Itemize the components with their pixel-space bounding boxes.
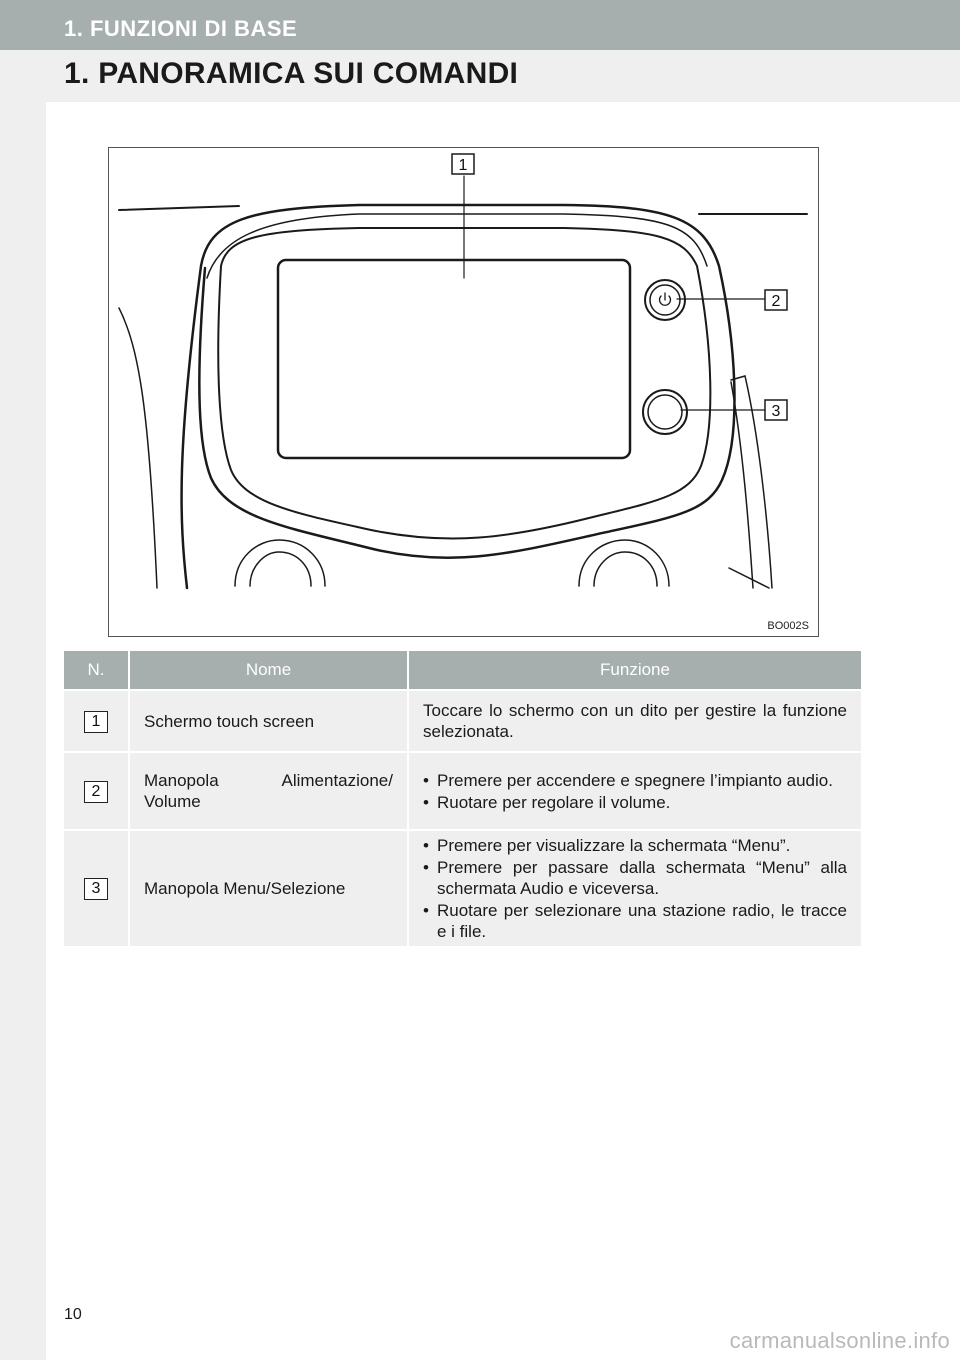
- watermark: carmanualsonline.info: [729, 1328, 950, 1353]
- number-box: 3: [84, 878, 108, 900]
- table-row: [64, 690, 861, 752]
- controls-table: [64, 651, 861, 946]
- row-number-cell: [64, 752, 129, 830]
- dashboard-illustration: [108, 147, 819, 637]
- header-name: Nome: [129, 651, 408, 690]
- table-row: [64, 830, 861, 946]
- section-header-bar: [0, 0, 960, 50]
- bullet-item: • Ruotare per selezionare una stazione radio, le tracce e i file.: [423, 900, 847, 942]
- callout-labels: [452, 154, 787, 420]
- figure-code: BO002S: [767, 620, 809, 632]
- row-number-cell: [64, 690, 129, 752]
- callout-3: 3: [771, 403, 781, 420]
- page-title: 1. PANORAMICA SUI COMANDI: [64, 57, 519, 90]
- bullet-item: • Premere per passare dalla schermata “Menu” alla schermata Audio e viceversa.: [423, 857, 847, 899]
- function-bullets: [423, 835, 847, 942]
- bullet-item: • Premere per accendere e spegnere l’impianto audio.: [423, 770, 847, 791]
- page-number: 10: [64, 1306, 82, 1323]
- row-function: [408, 752, 861, 830]
- header-function: Funzione: [408, 651, 861, 690]
- header-number: N.: [64, 651, 129, 690]
- bullet-item: • Ruotare per regolare il volume.: [423, 792, 847, 813]
- row-name: Schermo touch screen: [129, 690, 408, 752]
- callout-2: 2: [771, 293, 781, 310]
- row-name: Manopola Menu/Selezione: [129, 830, 408, 946]
- bullet-item: • Premere per visualizzare la schermata “Menu”.: [423, 835, 847, 856]
- table-header-row: [64, 651, 861, 690]
- callout-1: 1: [458, 157, 468, 174]
- dashboard-drawing: [109, 148, 820, 638]
- number-box: 1: [84, 711, 108, 733]
- table-row: [64, 752, 861, 830]
- number-box: 2: [84, 781, 108, 803]
- left-margin-band: [0, 0, 46, 1360]
- row-function: Toccare lo schermo con un dito per gestire la funzione selezionata.: [408, 690, 861, 752]
- row-number-cell: [64, 830, 129, 946]
- section-title: 1. FUNZIONI DI BASE: [64, 16, 298, 41]
- function-bullets: [423, 770, 847, 813]
- row-name: Manopola Alimentazione/ Volume: [129, 752, 408, 830]
- row-function: [408, 830, 861, 946]
